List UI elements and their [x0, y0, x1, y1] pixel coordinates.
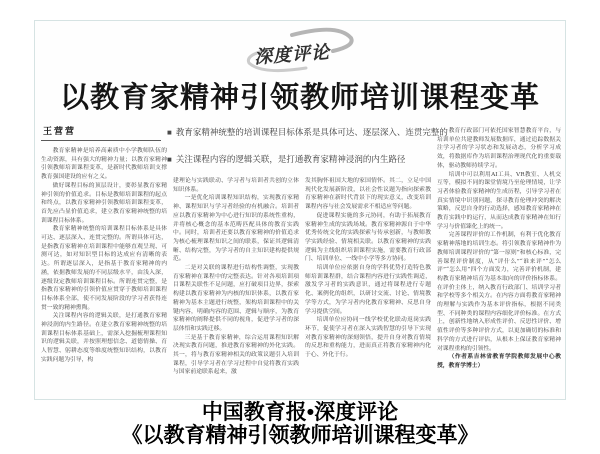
- article-column-1: [41, 147, 167, 381]
- article-paragraph: 完善课程评价的工作机制，有利于优化教育家精神落地的培训生态。将引领教育家精神作为教师培训课程评价的“第一原则”和核心标准，完善课程评价制度，从“评什么”“谁来评”“怎么评”“怎么用”四个方面发力，完善评价机制，建构教育家精神培育为基本取向的评价指标体系。在评价主体上，纳入教育行政部门、培训学习者和学校等多个相关方。在内容方面将教育家精神的理解与实践作为基本评价指标，根据不同类型、不同种类的课程内容细化评价标准。在方式上，创新性地纳入形成性评价、反思性评价、增值性评价等多种评价方式，以更加确切的标准和科学的方式进行评估，从根本上保证教育家精神对课程重构的引领性。: [437, 232, 561, 352]
- article-paragraph: 培训单位应协同一线学校优化联动返岗实践环节，促使学习者在深入实践智慧的引导下实现对教育家精神的深刻领悟，提升自身对教育情境的反思和重构能力，进而真正将教育家精神内化于心、外化于行。: [305, 317, 431, 359]
- caption-source-line: 中国教育报•深度评论: [201, 401, 399, 424]
- article-paragraph: 一是优化培训课程知识结构，实现教育家精神、课程知识与学习者经验的有机融合。培训者应以教育家精神为中心进行知识的系统性重构，并将核心概念的基本范畴匹配具体的教育实践中。同时，培训者还要以教育家精神的价值追求为核心梳理课程知识之间的联系，保证其逻辑清晰、结构完整，为学习者的自主知识建构提供规范。: [173, 195, 299, 263]
- caption: [0, 401, 600, 447]
- article-paragraph: 建理论与实践联动、学习者与培训者共创的立体知识体系。: [173, 178, 299, 193]
- article-paragraph: 做好课程目标的顶层设计，要彰显教育家精神引领的价值追求。目标是教师培训课程的起点和终点，以教育家精神引领教师培训课程变革，首先应凸显价值追求，建立教育家精神统整的培训课程目标体系。: [41, 182, 167, 224]
- article-column-3: [305, 177, 431, 383]
- article-paragraph: 教育家精神是培养高素质中小学教师队伍的生动资源，具有强大的精神力量；以教育家精神引领教师培训课程变革，是新时代教师培训支撑教育强国建设的应有之义。: [41, 148, 167, 181]
- caption-title-line: 《以教育精神引领教师培训课程变革》: [121, 424, 479, 447]
- article-paragraph: 教育家精神统整的培训课程目标体系是具体可达、逐层深入、连贯完整的。所谓具体可达，是指教育家精神在培训课程中能够直观呈现、可测可达，如对知识型目标的达成应有清晰的表达。所谓逐层深入，是指基于教育家精神的内涵，依据教师发展的不同层级水平，由浅入深，逐级设定教师培训课程目标。所谓连贯完整，是指教育家精神的引领价值应贯穿于教师培训课程目标体系全部，使不同发展阶段的学习者获得连贯一致的精神熏陶。: [41, 226, 167, 311]
- article-paragraph: 二是对关联的课程进行结构性调整，实现教育家精神在课程中的完整表达。针对各项培训项目课程关联性不足问题，应打破项目边界，探索构建以教育家精神为内核的知识体系，以教育家精神为基本主题进行统整，架构培训课程中的关键内容，明确内容的范围、逻辑与顺序，为教育家精神的阐释提供不同的视角，促进学习者的深层体悟和实践迁移。: [173, 265, 299, 332]
- highlight-bullet-text: 教育家精神统整的培训课程目标体系是具体可达、逐层深入、连贯完整的: [175, 127, 448, 137]
- bullet-square-icon: ■: [167, 155, 172, 164]
- author-note: （作者系吉林省教育学院教师发展中心教授，教育学博士）: [437, 354, 561, 369]
- swoosh-icon: [234, 25, 366, 73]
- deep-comment-badge: [35, 25, 565, 78]
- article-paragraph: 三是基于教育家精神，综合运用课程知识解决现实教育问题，推进教育家精神的外化实践。其一，将与教育家精神相关的政策议题引入培训课程，引导学习者在学习过程中自觉将教育实践与国家前途联系起来，激: [173, 334, 299, 376]
- article-paragraph: 培训中可以利用AI工具、VR教室、人机交互等，模拟不同的课堂情境乃至伦理情境，让学习者体验教育家精神的生成历程，引导学习者在真实情境中识别问题，探寻教育伦理冲突的解决策略，反思自身的行动选择，感知教育家精神在教育实践中的运行，从而达成教育家精神在知行学习与价值臻化上的统一。: [437, 171, 561, 230]
- article-column-2: [173, 177, 299, 383]
- bullet-square-icon: ■: [167, 128, 172, 137]
- newspaper-clipping: [34, 20, 566, 400]
- article-paragraph: 发其胸怀祖国大地的家国情怀。其二，立足中国现代化发展新阶段，以社会性议题为指向探索教育家精神在新时代背景下的现实意义，改变培训课程内容与社会发展需求不相适应等问题。: [305, 178, 431, 211]
- highlight-bullet-text: 关注课程内容的逻辑关联，是打通教育家精神浸润的内生路径: [175, 154, 406, 164]
- byline-divider: [41, 140, 161, 141]
- article-column-4: [437, 127, 561, 389]
- article-byline: 王营营: [43, 126, 77, 136]
- article-paragraph: 培训单位应依据自身的学科优势打造特色教师培训课程群，结合课程内容进行实践性调适，激发学习者的实践意识，通过将课程进行专题化、案例化的组织，以研讨交流、讨论、情境教学等方式，为学习者内化教育家精神、反思自身学习提供空间。: [305, 265, 431, 315]
- article-paragraph: 促进课程实施的多元协同，有助于拓展教育家精神生成的实践场域。教育家精神源自于中华优秀传统文化的实践探索与传承创新，与教师教学实践经验、情境相关联。以教育家精神的实践逻辑为主线组织培训课程实施，需要教育行政部门、培训单位、一线中小学等多方协同。: [305, 212, 431, 263]
- article-headline: 以教育家精神引领教师培训课程变革: [59, 82, 540, 114]
- article-paragraph: 关注课程内容的逻辑关联，是打通教育家精神浸润的内生路径。在建立教育家精神统整的培训课程目标体系基础上，需深入挖掘梳理课程知识的逻辑关联，并按照理想信念、道德情操、育人智慧、躬耕态度等维度统整知识结构，以教育实践问题为引导，构: [41, 313, 167, 363]
- article-paragraph: 教育行政部门可依托国家智慧教育平台，与培训单位共建教师发展数据库，通过追踪数据关注学习者的学习状态和发展动态，分析学习成效，将数据库作为培训课程治理现代化的重要载体，驱动教师持续学习。: [437, 128, 561, 169]
- badge-text: 深度评论: [253, 41, 331, 69]
